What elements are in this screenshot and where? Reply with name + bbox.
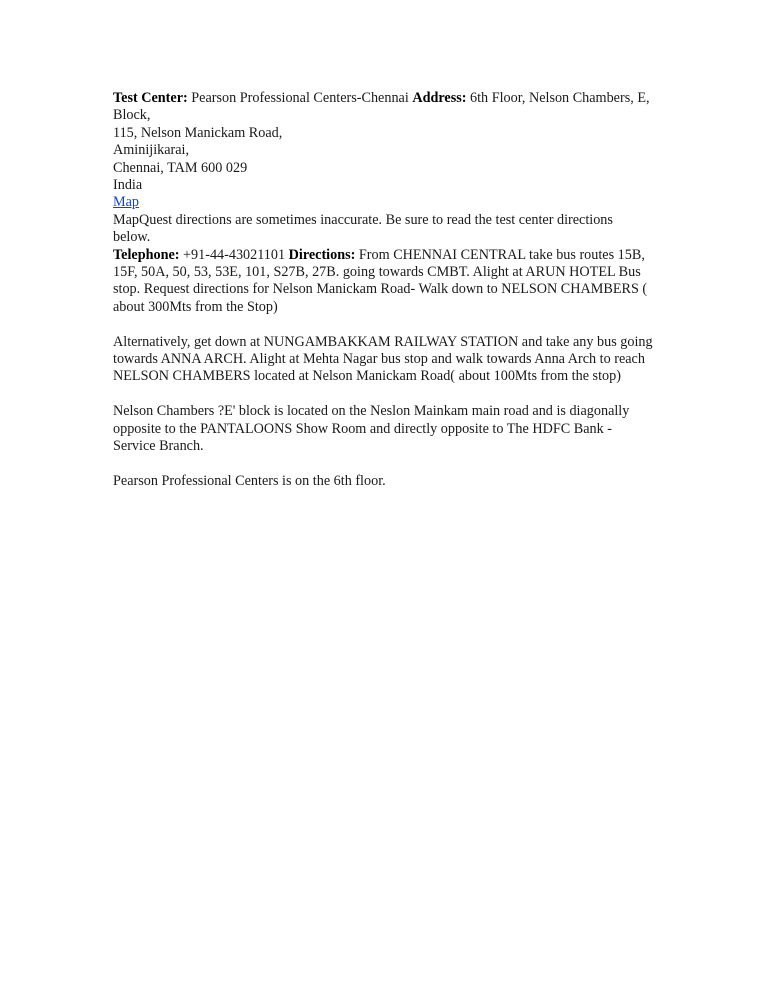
address-label: Address: [412,90,467,106]
test-center-block [113,90,653,316]
address-line-2: 115, Nelson Manickam Road, [113,124,283,141]
test-center-name: Pearson Professional Centers-Chennai [191,90,409,106]
mapquest-note: MapQuest directions are sometimes inaccurate. Be sure to read the test center directions below. [113,211,613,246]
telephone-label: Telephone: [113,246,180,263]
address-line-5: India [113,177,143,194]
directions-paragraph-4: Pearson Professional Centers is on the 6th floor. [113,472,386,489]
test-center-label: Test Center: [113,90,188,106]
directions-paragraph-1: From CHENNAI CENTRAL take bus routes 15B, 15F, 50A, 50, 53, 53E, 101, S27B, 27B. going towards CMBT. Alight at ARUN HOTEL Bus stop. Request directions for Nelson Manickam Road- Walk down to NELSON CHAMBERS ( about 300Mts from the Stop) [113,246,648,315]
document-body [113,90,653,508]
address-line-3: Aminijikarai, [113,142,190,159]
telephone-number: +91-44-43021101 [183,246,286,263]
address-line-4: Chennai, TAM 600 029 [113,159,248,176]
directions-paragraph-2: Alternatively, get down at NUNGAMBAKKAM RAILWAY STATION and take any bus going towards ANNA ARCH. Alight at Mehta Nagar bus stop and walk towards Anna Arch to reach NELSON CHAMBERS located at Nelson Manickam Road( about 100Mts from the stop) [113,333,653,385]
map-link[interactable]: Map [113,194,140,211]
address-line-1: 6th Floor, Nelson Chambers, E, Block, [113,90,650,124]
directions-label: Directions: [288,246,356,263]
directions-paragraph-3: Nelson Chambers ?E' block is located on the Neslon Mainkam main road and is diagonally opposite to the PANTALOONS Show Room and directly opposite to The HDFC Bank - Service Branch. [113,403,630,455]
